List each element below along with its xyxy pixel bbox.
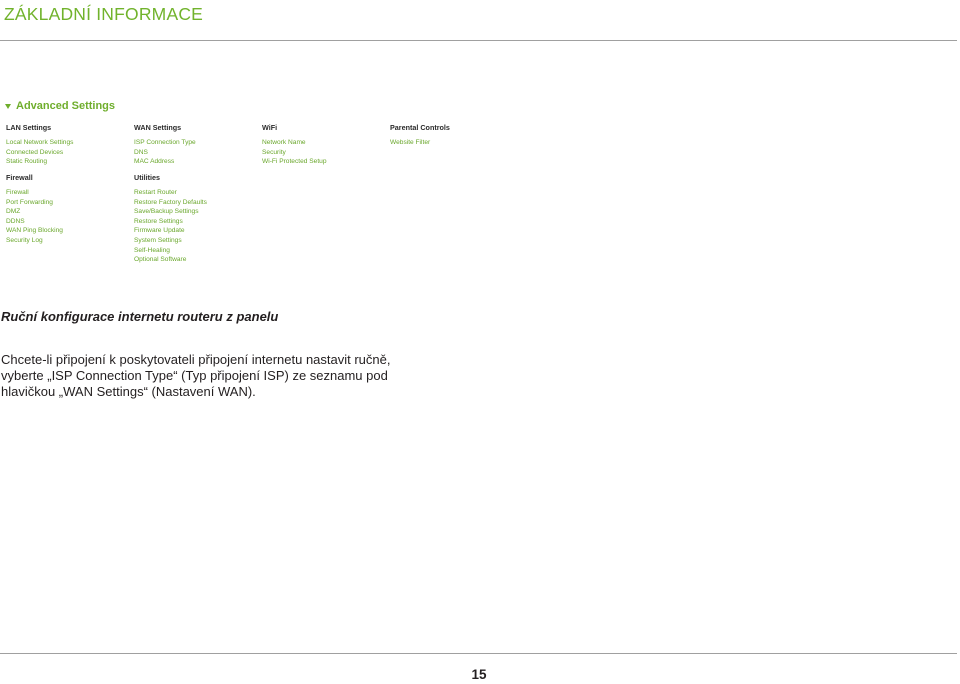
- menu-link-isp-connection-type[interactable]: ISP Connection Type: [134, 139, 196, 146]
- page-number: 15: [471, 667, 487, 682]
- menu-link-wps[interactable]: Wi-Fi Protected Setup: [262, 158, 327, 166]
- wan-settings-group: [134, 124, 196, 167]
- menu-link-port-forwarding[interactable]: Port Forwarding: [6, 198, 53, 206]
- firewall-heading: Firewall: [6, 173, 33, 182]
- menu-link-optional-software[interactable]: Optional Software: [134, 256, 187, 264]
- menu-link-restore-settings[interactable]: Restore Settings: [134, 217, 183, 225]
- wifi-group: [262, 124, 327, 167]
- parental-controls-group: [390, 124, 450, 148]
- triangle-down-icon: [5, 104, 11, 109]
- menu-link-restart-router[interactable]: Restart Router: [134, 189, 177, 196]
- advanced-settings-toggle[interactable]: [5, 100, 115, 112]
- menu-link-save-backup-settings[interactable]: Save/Backup Settings: [134, 208, 199, 216]
- menu-link-security[interactable]: Security: [262, 148, 286, 156]
- section-heading: Ruční konfigurace internetu routeru z panelu: [1, 309, 279, 324]
- menu-link-connected-devices[interactable]: Connected Devices: [6, 148, 64, 156]
- utilities-group: [134, 174, 207, 265]
- lan-settings-heading: LAN Settings: [6, 123, 52, 132]
- menu-link-restore-factory-defaults[interactable]: Restore Factory Defaults: [134, 198, 207, 206]
- lan-settings-group: [6, 124, 73, 167]
- menu-link-self-healing[interactable]: Self-Healing: [134, 246, 170, 254]
- menu-link-ddns[interactable]: DDNS: [6, 217, 25, 225]
- menu-link-dns[interactable]: DNS: [134, 148, 148, 156]
- menu-link-firewall[interactable]: Firewall: [6, 189, 29, 196]
- menu-link-wan-ping-blocking[interactable]: WAN Ping Blocking: [6, 227, 63, 235]
- menu-link-system-settings[interactable]: System Settings: [134, 236, 182, 244]
- menu-link-static-routing[interactable]: Static Routing: [6, 158, 48, 166]
- menu-link-security-log[interactable]: Security Log: [6, 236, 43, 244]
- page-section-title: ZÁKLADNÍ INFORMACE: [4, 4, 204, 24]
- header-divider: [0, 40, 957, 41]
- menu-link-dmz[interactable]: DMZ: [6, 208, 21, 216]
- footer-divider: [0, 653, 957, 654]
- parental-controls-heading: Parental Controls: [390, 123, 450, 132]
- instruction-paragraph: Chcete-li připojení k poskytovateli připojení internetu nastavit ručně, vyberte „ISP Connection Type“ (Typ připojení ISP) ze seznamu pod hlavičkou „WAN Settings“ (Nastavení WAN).: [1, 352, 391, 399]
- menu-link-mac-address[interactable]: MAC Address: [134, 158, 175, 166]
- menu-link-local-network-settings[interactable]: Local Network Settings: [6, 139, 74, 146]
- wan-settings-heading: WAN Settings: [134, 123, 182, 132]
- menu-link-network-name[interactable]: Network Name: [262, 139, 306, 146]
- utilities-heading: Utilities: [134, 173, 160, 182]
- wifi-heading: WiFi: [262, 123, 278, 132]
- advanced-settings-screenshot: [0, 96, 470, 268]
- menu-link-website-filter[interactable]: Website Filter: [390, 139, 431, 146]
- advanced-settings-title: Advanced Settings: [16, 100, 116, 112]
- menu-link-firmware-update[interactable]: Firmware Update: [134, 227, 185, 235]
- firewall-group: [6, 174, 63, 246]
